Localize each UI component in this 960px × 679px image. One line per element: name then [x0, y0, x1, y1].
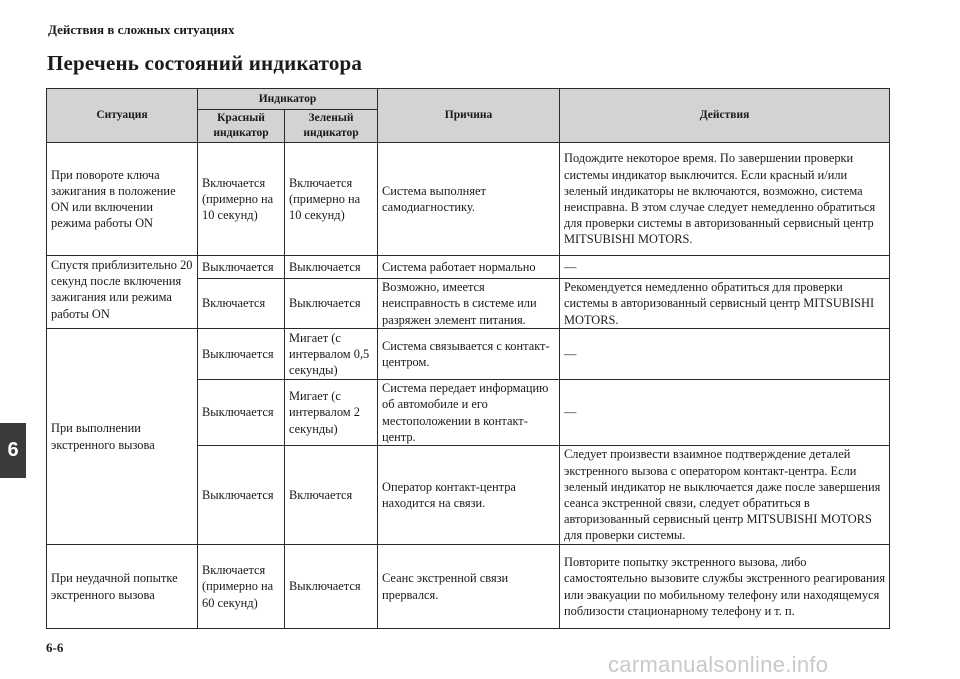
cell-cause: Оператор контакт-центра находится на связи. [378, 446, 560, 545]
header-red-indicator: Красный индикатор [198, 110, 285, 143]
cell-red: Выключается [198, 329, 285, 380]
cell-green: Мигает (с интервалом 0,5 секунды) [285, 329, 378, 380]
cell-action: Следует произвести взаимное подтверждение деталей экстренного вызова с оператором контакт-центра. Если зеленый индикатор не выключается даже после завершения сеанса экстренной связи, следует обратиться в авторизованный сервисный центр MITSUBISHI MOTORS для проверки системы. [560, 446, 890, 545]
header-indicator: Индикатор [198, 89, 378, 110]
cell-green: Мигает (с интервалом 2 секунды) [285, 380, 378, 446]
cell-cause: Система работает нормально [378, 256, 560, 279]
page-title: Перечень состояний индикатора [47, 51, 363, 75]
cell-cause: Сеанс экстренной связи прервался. [378, 545, 560, 629]
cell-cause: Система связывается с контакт-центром. [378, 329, 560, 380]
cell-green: Выключается [285, 279, 378, 329]
cell-situation: При повороте ключа зажигания в положение ON или включении режима работы ON [47, 143, 198, 256]
cell-situation: При выполнении экстренного вызова [47, 329, 198, 545]
cell-action: Повторите попытку экстренного вызова, либо самостоятельно вызовите службы экстренного реагирования или эвакуации по мобильному телефону или находящемуся поблизости стационарному телефону и т. п. [560, 545, 890, 629]
cell-action: — [560, 329, 890, 380]
cell-red: Включается [198, 279, 285, 329]
cell-situation: Спустя приблизительно 20 секунд после включения зажигания или режима работы ON [47, 256, 198, 329]
cell-action: Подождите некоторое время. По завершении проверки системы индикатор выключится. Если красный и/или зеленый индикаторы не включаются, возможно, система неисправна. В этом случае следует немедленно обратиться для проверки системы в авторизованный сервисный центр MITSUBISHI MOTORS. [560, 143, 890, 256]
cell-action: — [560, 256, 890, 279]
cell-action: Рекомендуется немедленно обратиться для проверки системы в авторизованный сервисный центр MITSUBISHI MOTORS. [560, 279, 890, 329]
table-row [47, 545, 890, 629]
cell-red: Выключается [198, 380, 285, 446]
cell-red: Выключается [198, 256, 285, 279]
cell-green: Включается [285, 446, 378, 545]
cell-green: Включается (примерно на 10 секунд) [285, 143, 378, 256]
cell-green: Выключается [285, 545, 378, 629]
header-cause: Причина [378, 89, 560, 143]
cell-red: Выключается [198, 446, 285, 545]
section-header: Действия в сложных ситуациях [48, 22, 235, 37]
cell-cause: Возможно, имеется неисправность в системе или разряжен элемент питания. [378, 279, 560, 329]
table-row [47, 256, 890, 279]
cell-situation: При неудачной попытке экстренного вызова [47, 545, 198, 629]
watermark: carmanualsonline.info [608, 652, 829, 677]
cell-cause: Система передает информацию об автомобиле и его местоположении в контакт-центр. [378, 380, 560, 446]
cell-action: — [560, 380, 890, 446]
table-row [47, 143, 890, 256]
cell-cause: Система выполняет самодиагностику. [378, 143, 560, 256]
header-situation: Ситуация [47, 89, 198, 143]
header-actions: Действия [560, 89, 890, 143]
indicator-states-table [46, 88, 890, 629]
cell-red: Включается (примерно на 10 секунд) [198, 143, 285, 256]
cell-red: Включается (примерно на 60 секунд) [198, 545, 285, 629]
header-green-indicator: Зеленый индикатор [285, 110, 378, 143]
table-row [47, 329, 890, 380]
cell-green: Выключается [285, 256, 378, 279]
chapter-tab: 6 [0, 423, 26, 478]
page-number: 6-6 [46, 640, 64, 655]
